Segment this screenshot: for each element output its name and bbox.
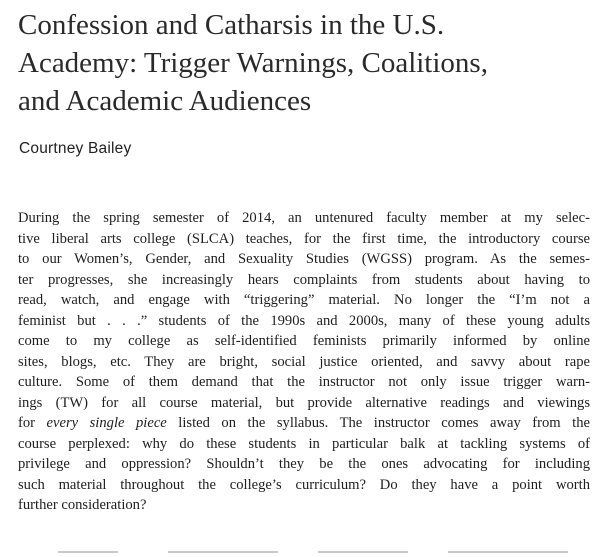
article-title [18, 6, 588, 120]
cropped-text-fragment [318, 551, 408, 553]
paragraph-line: privilege and oppression? Shouldn’t they be the ones advocating for including [18, 456, 590, 472]
paragraph-line: come to my college as self-identified feminists primarily informed by online [18, 333, 590, 349]
paragraph-line: culture. Some of them demand that the instructor not only issue trigger warn- [18, 374, 590, 390]
paragraph-line: ings (TW) for all course material, but provide alternative readings and viewings [18, 394, 590, 411]
paragraph-line: During the spring semester of 2014, an untenured faculty member at my selec- [18, 210, 590, 226]
cropped-text-fragment [58, 551, 118, 553]
paragraph-line: course perplexed: why do these students in particular balk at tackling systems of [18, 435, 590, 452]
emphasis-text: every single piece [46, 415, 167, 431]
paragraph-line: further consideration? [18, 497, 147, 513]
title-line: Confession and Catharsis in the U.S. [18, 9, 445, 41]
paragraph-line: such material throughout the college’s curriculum? Do they have a point worth [18, 476, 590, 493]
article-author: Courtney Bailey [19, 140, 132, 157]
cropped-text-fragment [168, 551, 278, 553]
paragraph-line: to our Women’s, Gender, and Sexuality Studies (WGSS) program. As the semes- [18, 251, 590, 267]
paragraph-line: tive liberal arts college (SLCA) teaches, for the first time, the introductory course [18, 230, 590, 247]
cropped-text-fragment [448, 551, 568, 553]
title-line: and Academic Audiences [18, 85, 312, 117]
paragraph-line: sites, blogs, etc. They are bright, social justice oriented, and savvy about rape [18, 353, 590, 370]
paragraph-line: feminist but . . .” students of the 1990s and 2000s, many of these young adults [18, 312, 590, 329]
paragraph-line: read, watch, and engage with “triggering” material. No longer the “I’m not a [18, 292, 590, 308]
cropped-next-line [18, 551, 590, 557]
line-text: for [18, 415, 47, 431]
paragraph-line-with-emphasis [18, 413, 590, 434]
paragraph-line: ter progresses, she increasingly hears complaints from students about having to [18, 271, 590, 288]
title-line: Academy: Trigger Warnings, Coalitions, [18, 47, 488, 79]
line-text: listed on the syllabus. The instructor comes away from the [166, 415, 590, 431]
body-paragraph [18, 208, 590, 516]
